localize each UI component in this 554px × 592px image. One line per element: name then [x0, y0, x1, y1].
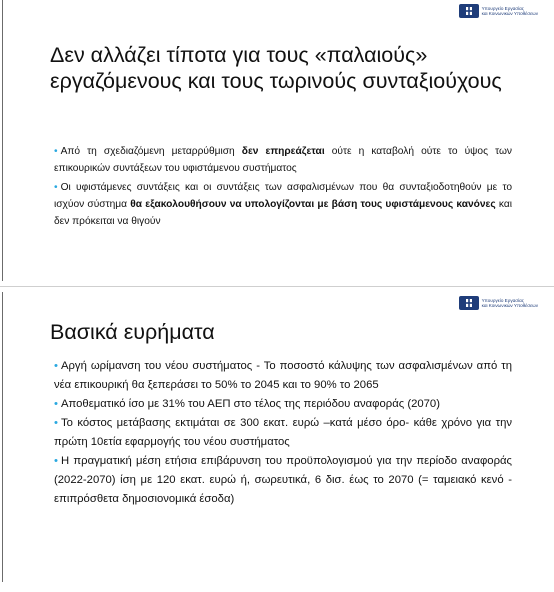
- bullet-dot-icon: •: [54, 398, 58, 410]
- bullet-text: Οι υφιστάμενες συντάξεις και οι συντάξεις των ασφαλισμένων που θα συνταξιοδοτηθούν με το ισχύον σύστημα: [54, 182, 512, 210]
- slide-2-bullet-4: [54, 452, 512, 509]
- bullet-text: Από τη σχεδιαζόμενη μεταρρύθμιση: [60, 146, 242, 157]
- greek-emblem-icon: [459, 4, 479, 18]
- bullet-dot-icon: •: [54, 360, 58, 372]
- bullet-dot-icon: •: [54, 455, 58, 467]
- ministry-logo: [459, 4, 538, 18]
- slide-2-title: Βασικά ευρήματα: [50, 320, 215, 344]
- slide-2-bullets: [54, 357, 512, 509]
- greek-emblem-icon: [459, 296, 479, 310]
- bullet-text: Αργή ωρίμανση του νέου συστήματος - Το ποσοστό κάλυψης των ασφαλισμένων από τη νέα επικουρική θα ξεπεράσει το 50% το 2045 και το 90% το 2065: [54, 360, 512, 391]
- slide-1: [0, 0, 554, 281]
- slide-left-border: [2, 0, 3, 281]
- bullet-text: Η πραγματική μέση ετήσια επιβάρυνση του προϋπολογισμού για την περίοδο αναφοράς (2022-2070) ίση με 120 εκατ. ευρώ ή, σωρευτικά, 6 δισ. έως το 2070 (= ταμειακό κενό - επιπρόσθετα δημοσιονομικά έσοδα): [54, 455, 512, 505]
- ministry-name: [482, 6, 538, 16]
- bullet-dot-icon: •: [54, 182, 58, 193]
- slide-left-border: [2, 292, 3, 582]
- slide-2-bullet-3: [54, 414, 512, 452]
- slide-1-bullet-2: [54, 179, 512, 230]
- bullet-dot-icon: •: [54, 146, 58, 157]
- slide-2: [0, 292, 554, 582]
- ministry-name-line2: και Κοινωνικών Υποθέσεων: [481, 11, 538, 16]
- bullet-dot-icon: •: [54, 417, 58, 429]
- bullet-text: Το κόστος μετάβασης εκτιμάται σε 300 εκατ. ευρώ –κατά μέσο όρο- κάθε χρόνο για την πρώτη 10ετία εφαρμογής του νέου συστήματος: [54, 417, 512, 448]
- ministry-name-line1: Υπουργείο Εργασίας: [481, 5, 525, 11]
- slide-separator: [0, 286, 554, 287]
- slide-1-title: Δεν αλλάζει τίποτα για τους «παλαιούς» εργαζόμενους και τους τωρινούς συνταξιούχους: [50, 43, 502, 93]
- slide-1-bullet-1: [54, 143, 512, 177]
- bullet-text: ούτε η καταβολή ούτε το ύψος των επικουρικών συντάξεων του υφιστάμενου συστήματος: [54, 146, 512, 174]
- slide-2-bullet-2: [54, 395, 512, 414]
- ministry-name-line2: και Κοινωνικών Υποθέσεων: [481, 303, 538, 308]
- slide-2-bullet-1: [54, 357, 512, 395]
- slide-1-bullets: [54, 143, 512, 232]
- ministry-logo: [459, 296, 538, 310]
- bullet-emphasis: θα εξακολουθήσουν να υπολογίζονται με βάση τους υφιστάμενους κανόνες: [130, 199, 496, 210]
- ministry-name: [482, 298, 538, 308]
- bullet-emphasis: δεν επηρεάζεται: [241, 146, 325, 157]
- ministry-name-line1: Υπουργείο Εργασίας: [481, 297, 525, 303]
- bullet-text: Αποθεματικό ίσο με 31% του ΑΕΠ στο τέλος της περιόδου αναφοράς (2070): [60, 398, 440, 410]
- bullet-text: και δεν πρόκειται να θιγούν: [54, 199, 513, 227]
